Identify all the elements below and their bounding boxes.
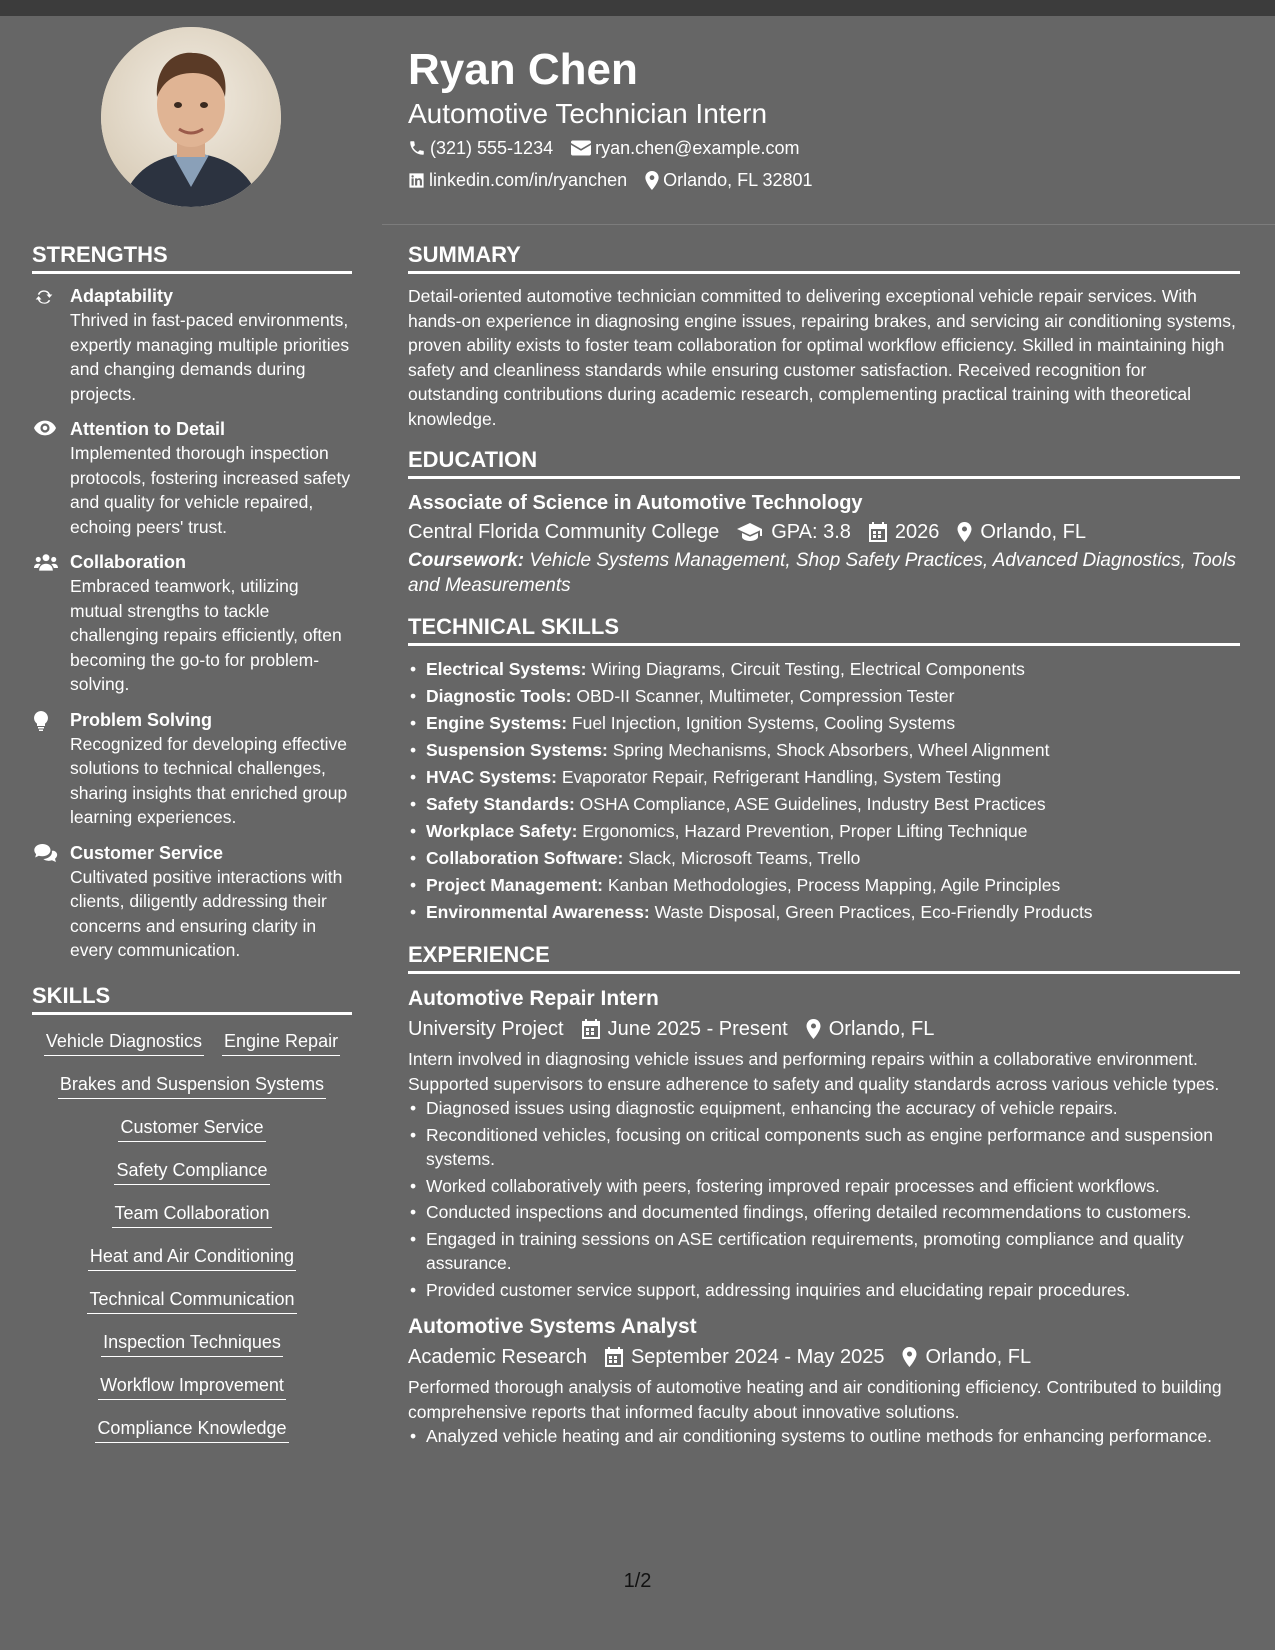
skill-tag: Customer Service xyxy=(118,1115,265,1142)
strength-name: Problem Solving xyxy=(70,709,213,730)
strength-desc: Embraced teamwork, utilizing mutual strengths to tackle challenging repairs efficiently, often becoming the go-to for problem-solving. xyxy=(70,576,342,694)
graduation-year: 2026 xyxy=(894,521,940,543)
technical-skills-heading: TECHNICAL SKILLS xyxy=(408,612,1240,646)
education-meta xyxy=(408,517,1240,547)
contact-row-2 xyxy=(408,165,1258,195)
list-item xyxy=(408,845,1240,872)
summary-section xyxy=(408,240,1240,431)
skill-value: OBD-II Scanner, Multimeter, Compression Tester xyxy=(576,686,955,706)
education-section xyxy=(408,445,1240,598)
job-org: Academic Research xyxy=(408,1346,587,1368)
list-item xyxy=(408,764,1240,791)
job-meta xyxy=(408,1014,1240,1044)
strengths-heading: STRENGTHS xyxy=(32,240,352,274)
technical-skills-list xyxy=(408,656,1240,926)
job-description: Performed thorough analysis of automotive heating and air conditioning efficiency. Contributed to building comprehensive reports that informed faculty about innovative solutions. xyxy=(408,1377,1222,1422)
strength-desc: Cultivated positive interactions with clients, diligently addressing their concerns and ensuring clarity in every communication. xyxy=(70,866,343,960)
experience-section xyxy=(408,940,1240,1449)
strength-item xyxy=(32,841,352,963)
job-bullets xyxy=(408,1424,1240,1449)
skill-tag: Compliance Knowledge xyxy=(95,1416,288,1443)
linkedin-icon xyxy=(408,172,425,189)
skill-value: Kanban Methodologies, Process Mapping, Agile Principles xyxy=(607,875,1061,895)
list-item: • Diagnosed issues using diagnostic equipment, enhancing the accuracy of vehicle repairs. xyxy=(408,1096,1240,1121)
profile-photo xyxy=(101,27,281,207)
summary-text: Detail-oriented automotive technician committed to delivering exceptional vehicle repair services. With hands-on experience in diagnosing engine issues, repairing brakes, and servicing air conditioning systems, proven ability exists to foster team collaboration for optimal workflow efficiency. Skilled in maintaining high safety and cleanliness standards while ensuring customer satisfaction. Received recognition for outstanding contributions during academic research, complementing practical training with theoretical knowledge. xyxy=(408,286,1236,429)
skill-label: Environmental Awareness: xyxy=(426,902,650,922)
job-entry xyxy=(408,1312,1240,1449)
skill-tag: Technical Communication xyxy=(87,1287,296,1314)
strength-item xyxy=(32,708,352,830)
right-column xyxy=(408,240,1240,1463)
calendar-icon xyxy=(582,1019,600,1039)
list-item: • Analyzed vehicle heating and air conditioning systems to outline methods for enhancing performance. xyxy=(408,1424,1240,1449)
users-icon xyxy=(34,553,58,571)
job-location: Orlando, FL xyxy=(925,1346,1032,1368)
strength-name: Collaboration xyxy=(70,552,186,572)
list-item xyxy=(408,899,1240,926)
phone-icon xyxy=(408,139,426,157)
envelope-icon xyxy=(571,140,591,156)
skill-tag: Team Collaboration xyxy=(112,1201,271,1228)
page-number: 1/2 xyxy=(623,1570,652,1592)
list-item: • Reconditioned vehicles, focusing on critical components such as engine performance and suspension systems. xyxy=(408,1123,1240,1172)
comments-icon xyxy=(34,844,58,862)
job-title: Automotive Repair Intern xyxy=(408,987,659,1010)
skill-label: Safety Standards: xyxy=(426,794,575,814)
skill-tags xyxy=(32,1025,352,1443)
coursework-text: Vehicle Systems Management, Shop Safety Practices, Advanced Diagnostics, Tools and Measurements xyxy=(408,550,1236,596)
contact-row-1 xyxy=(408,133,1258,163)
skill-label: Project Management: xyxy=(426,875,603,895)
skill-tag: Inspection Techniques xyxy=(101,1330,283,1357)
sync-icon xyxy=(34,287,54,307)
strength-desc: Recognized for developing effective solutions to technical challenges, sharing insights that enriched group learning experiences. xyxy=(70,733,348,827)
linkedin-contact[interactable] xyxy=(408,165,627,195)
skill-tag: Safety Compliance xyxy=(114,1158,269,1185)
summary-heading: SUMMARY xyxy=(408,240,1240,274)
list-item xyxy=(408,737,1240,764)
candidate-title: Automotive Technician Intern xyxy=(408,98,768,129)
job-dates: June 2025 - Present xyxy=(607,1018,788,1040)
job-bullets xyxy=(408,1096,1240,1302)
coursework-label: Coursework: xyxy=(408,550,525,571)
skill-value: Slack, Microsoft Teams, Trello xyxy=(628,848,861,868)
skill-value: Spring Mechanisms, Shock Absorbers, Wheel Alignment xyxy=(612,740,1050,760)
map-pin-icon xyxy=(957,522,972,542)
list-item: • Worked collaboratively with peers, fostering improved repair processes and efficient workflows. xyxy=(408,1174,1240,1199)
eye-icon xyxy=(34,420,56,436)
list-item: • Provided customer service support, addressing inquiries and elucidating repair procedures. xyxy=(408,1278,1240,1303)
list-item xyxy=(408,710,1240,737)
job-org: University Project xyxy=(408,1018,564,1040)
skill-value: Waste Disposal, Green Practices, Eco-Friendly Products xyxy=(654,902,1093,922)
skill-tag: Vehicle Diagnostics xyxy=(44,1029,204,1056)
degree-title: Associate of Science in Automotive Technology xyxy=(408,492,863,514)
left-column xyxy=(32,240,352,1443)
job-meta xyxy=(408,1342,1240,1372)
job-title: Automotive Systems Analyst xyxy=(408,1315,697,1338)
graduation-cap-icon xyxy=(737,523,763,541)
strength-desc: Implemented thorough inspection protocols, fostering increased safety and quality for vehicle repaired, echoing peers' trust. xyxy=(70,443,351,537)
experience-heading: EXPERIENCE xyxy=(408,940,1240,974)
list-item: • Conducted inspections and documented findings, offering detailed recommendations to customers. xyxy=(408,1200,1240,1225)
list-item xyxy=(408,656,1240,683)
skill-value: OSHA Compliance, ASE Guidelines, Industry Best Practices xyxy=(579,794,1046,814)
skill-value: Wiring Diagrams, Circuit Testing, Electrical Components xyxy=(591,659,1025,679)
candidate-name: Ryan Chen xyxy=(408,45,638,94)
gpa-text: GPA: 3.8 xyxy=(771,521,851,543)
calendar-icon xyxy=(869,522,887,542)
skill-value: Ergonomics, Hazard Prevention, Proper Lifting Technique xyxy=(582,821,1028,841)
email-text: ryan.chen@example.com xyxy=(595,138,800,158)
top-bar xyxy=(0,0,1275,16)
skill-tag: Heat and Air Conditioning xyxy=(88,1244,296,1271)
coursework xyxy=(408,548,1240,598)
skill-tag: Brakes and Suspension Systems xyxy=(58,1072,326,1099)
location-contact xyxy=(645,165,812,195)
skill-value: Evaporator Repair, Refrigerant Handling, System Testing xyxy=(561,767,1002,787)
strength-item xyxy=(32,284,352,406)
location-text: Orlando, FL 32801 xyxy=(663,170,813,190)
skill-value: Fuel Injection, Ignition Systems, Cooling Systems xyxy=(571,713,956,733)
technical-skills-section xyxy=(408,612,1240,926)
map-pin-icon xyxy=(902,1347,917,1367)
strength-item xyxy=(32,417,352,539)
map-pin-icon xyxy=(645,171,659,190)
skill-label: Collaboration Software: xyxy=(426,848,624,868)
school-name: Central Florida Community College xyxy=(408,521,720,543)
email-contact[interactable] xyxy=(571,133,799,163)
skills-heading: SKILLS xyxy=(32,981,352,1015)
list-item xyxy=(408,683,1240,710)
strength-name: Customer Service xyxy=(70,842,224,863)
strength-name: Attention to Detail xyxy=(70,419,225,439)
job-description: Intern involved in diagnosing vehicle issues and performing repairs within a collaborative environment. Supported supervisors to ensure adherence to safety and quality standards across various vehicle types. xyxy=(408,1049,1220,1094)
skill-label: Suspension Systems: xyxy=(426,740,608,760)
strength-item xyxy=(32,550,352,697)
list-item xyxy=(408,818,1240,845)
job-location: Orlando, FL xyxy=(828,1018,935,1040)
education-location: Orlando, FL xyxy=(980,521,1087,543)
education-heading: EDUCATION xyxy=(408,445,1240,479)
phone-text: (321) 555-1234 xyxy=(430,138,554,158)
job-dates: September 2024 - May 2025 xyxy=(630,1346,885,1368)
linkedin-text: linkedin.com/in/ryanchen xyxy=(429,170,628,190)
header-divider xyxy=(382,224,1275,225)
skill-tag: Engine Repair xyxy=(222,1029,340,1056)
job-entry xyxy=(408,984,1240,1302)
list-item: • Engaged in training sessions on ASE certification requirements, promoting compliance and quality assurance. xyxy=(408,1227,1240,1276)
list-item xyxy=(408,791,1240,818)
calendar-icon xyxy=(605,1347,623,1367)
list-item xyxy=(408,872,1240,899)
skill-tag: Workflow Improvement xyxy=(98,1373,286,1400)
strength-desc: Thrived in fast-paced environments, expertly managing multiple priorities and changing demands during projects. xyxy=(70,310,350,404)
resume-header xyxy=(408,40,1258,195)
skill-label: Engine Systems: xyxy=(426,713,568,733)
skill-label: Diagnostic Tools: xyxy=(426,686,572,706)
skill-label: Workplace Safety: xyxy=(426,821,578,841)
skill-label: Electrical Systems: xyxy=(426,659,587,679)
skill-label: HVAC Systems: xyxy=(426,767,557,787)
phone-contact[interactable] xyxy=(408,133,553,163)
map-pin-icon xyxy=(806,1019,821,1039)
lightbulb-icon xyxy=(34,711,48,731)
strength-name: Adaptability xyxy=(70,286,174,306)
